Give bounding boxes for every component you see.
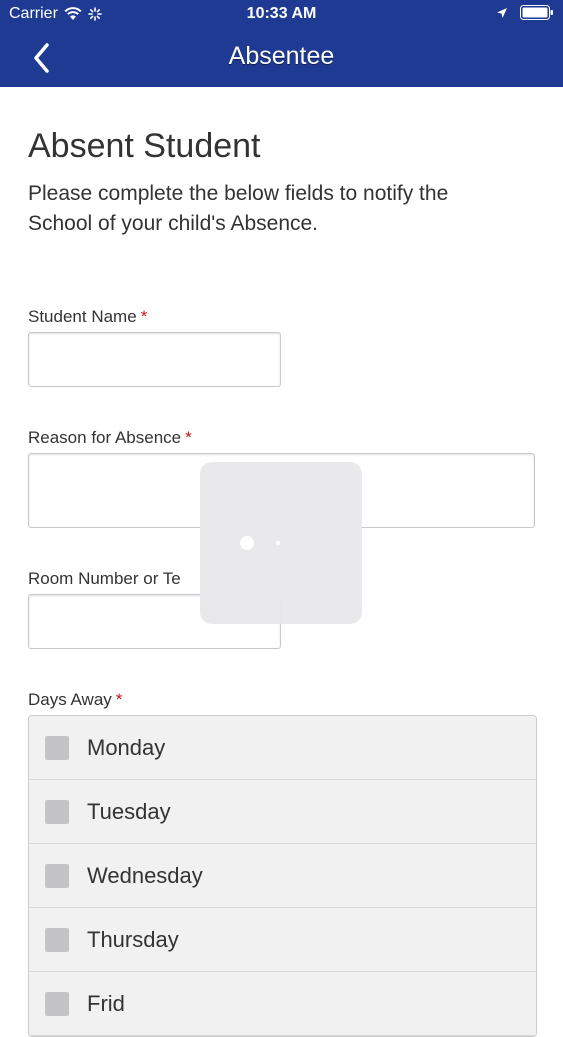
day-option-tuesday[interactable]	[29, 780, 536, 844]
days-away-label-text: Days Away	[28, 690, 112, 709]
day-option-friday[interactable]	[29, 972, 536, 1036]
day-label: Wednesday	[87, 863, 203, 888]
day-label: Thursday	[87, 927, 179, 952]
page-title: Absent Student	[28, 127, 261, 165]
day-option-thursday[interactable]	[29, 908, 536, 972]
day-label: Frid	[87, 991, 125, 1016]
nav-title: Absentee	[228, 42, 335, 70]
required-marker: *	[185, 428, 192, 447]
checkbox[interactable]	[45, 800, 69, 824]
checkbox[interactable]	[45, 736, 69, 760]
status-time: 10:33 AM	[246, 5, 317, 22]
days-away-list	[28, 715, 537, 1037]
student-name-label-text: Student Name	[28, 307, 137, 326]
room-label-text: Room Number or Te	[28, 569, 181, 588]
reason-label	[28, 428, 192, 448]
page-description: Please complete the below fields to notify the School of your child's Absence.	[28, 182, 449, 235]
checkbox[interactable]	[45, 864, 69, 888]
loading-overlay	[200, 462, 362, 624]
days-away-label	[28, 690, 122, 710]
required-marker: *	[115, 690, 123, 709]
day-label: Tuesday	[87, 799, 171, 824]
status-bar	[0, 0, 563, 30]
carrier-label: Carrier	[9, 5, 58, 22]
student-name-input[interactable]	[28, 332, 281, 387]
nav-bar	[0, 30, 563, 87]
day-label: Monday	[87, 735, 166, 760]
reason-label-text: Reason for Absence	[28, 428, 182, 447]
loading-spinner-icon	[240, 536, 254, 550]
day-option-wednesday[interactable]	[29, 844, 536, 908]
status-right-group	[496, 5, 554, 20]
student-name-label	[28, 307, 147, 327]
battery-icon	[520, 5, 554, 20]
required-marker: *	[140, 307, 148, 326]
room-label	[28, 569, 181, 589]
checkbox[interactable]	[45, 928, 69, 952]
day-option-monday[interactable]	[29, 716, 536, 780]
checkbox[interactable]	[45, 992, 69, 1016]
loading-spinner-dot	[276, 541, 280, 545]
location-arrow-icon	[496, 7, 508, 19]
